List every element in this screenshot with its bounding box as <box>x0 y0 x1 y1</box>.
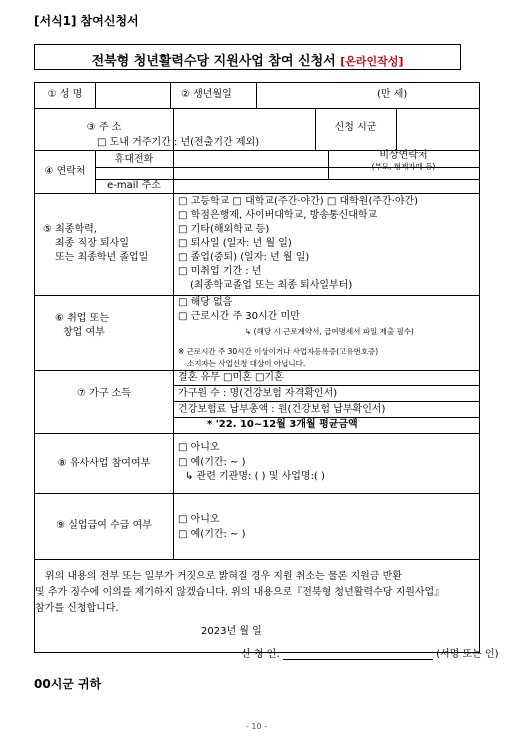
unemployment-benefit-label: ⑨ 실업급여 수급 여부 <box>56 520 152 531</box>
form-title-text: 전북형 청년활력수당 지원사업 참여 신청서 <box>91 54 336 69</box>
addressee: 00시군 귀하 <box>34 677 102 691</box>
employment-label-line: ⑥ 취업 또는 <box>55 313 109 324</box>
education-option[interactable]: □ 학점은행제, 사이버대학교, 방송통신대학교 <box>178 210 378 221</box>
similar-program-no[interactable]: □ 아니오 <box>178 442 220 453</box>
emergency-contact-note: (부모, 형제자매 등) <box>371 162 436 171</box>
page-number: - 10 - <box>245 722 268 731</box>
education-label-line: 또는 최종학년 졸업일 <box>55 252 149 263</box>
averaging-period-note: * '22. 10~12월 3개월 평균금액 <box>207 419 358 430</box>
declaration-line: 및 추가 징수에 이의를 제기하지 않겠습니다. 위의 내용으로『전북형 청년활력수당 지원사업』 <box>35 587 445 598</box>
online-tag: [온라인작성] <box>340 55 404 68</box>
marriage-status[interactable]: 결혼 유무 □미혼 □기혼 <box>178 372 284 383</box>
residence-period-field[interactable]: □ 도내 거주기간 : 년(전출기간 제외) <box>97 137 260 148</box>
unemployed-period-option[interactable]: □ 미취업 기간 : 년 <box>178 266 262 277</box>
contact-label: ④ 연락처 <box>44 166 86 177</box>
similar-program-label: ⑧ 유사사업 참여여부 <box>57 458 151 469</box>
application-date[interactable]: 2023년 월 일 <box>201 626 262 637</box>
signature-field[interactable] <box>283 649 433 660</box>
form-title <box>35 50 460 69</box>
employment-work-option[interactable]: □ 근로시간 주 30시간 미만 <box>178 311 300 322</box>
age-field[interactable]: (만 세) <box>377 89 408 100</box>
mobile-label: 휴대전화 <box>114 154 154 165</box>
title-box <box>34 44 461 70</box>
insurance-premium-field[interactable]: 건강보험료 납부총액 : 원(건강보험 납부확인서) <box>178 404 386 415</box>
education-option[interactable]: □ 기타(해외학교 등) <box>178 224 270 235</box>
similar-program-organization[interactable]: ↳ 관련 기관명: ( ) 및 사업명:( ) <box>185 471 325 482</box>
employment-document-note: ↳ (해당 시 근로계약서, 급여명세서 파일 제출 필수) <box>245 327 414 336</box>
declaration-line: 위의 내용의 전부 또는 일부가 거짓으로 밝혀질 경우 지원 취소는 물론 지원금 반환 <box>45 571 402 582</box>
city-label: 신청 시군 <box>334 122 377 133</box>
application-table <box>34 82 480 653</box>
employment-label-line: 창업 여부 <box>63 327 105 338</box>
email-label: e-mail 주소 <box>107 180 161 191</box>
emergency-contact-label: 비상연락처 <box>379 150 428 161</box>
resignation-date-option[interactable]: □ 퇴사일 (일자: 년 월 일) <box>178 238 292 249</box>
unemployment-benefit-no[interactable]: □ 아니오 <box>178 514 220 525</box>
form-label: [서식1] 참여신청서 <box>34 14 139 28</box>
name-label: ① 성 명 <box>47 89 83 100</box>
income-label: ⑦ 가구 소득 <box>77 388 131 399</box>
applicant-signature-row <box>241 645 499 660</box>
employment-warning: ※ 근로시간 주 30시간 이상이거나 사업자등록증(고유번호증) <box>178 347 379 356</box>
household-members-field[interactable]: 가구원 수 : 명(건강보험 자격확인서) <box>178 388 338 399</box>
similar-program-yes[interactable]: □ 예(기간: ~ ) <box>178 457 246 468</box>
education-label-line: 최종 직장 퇴사일 <box>55 238 129 249</box>
unemployed-period-note: (최종학교졸업 또는 최종 퇴사일부터) <box>190 280 353 291</box>
employment-warning: 소지자는 사업신청 대상이 아닙니다. <box>187 359 306 368</box>
applicant-label: 신 청 인: <box>241 649 280 660</box>
education-label-line: ⑤ 최종학력, <box>43 224 97 235</box>
unemployment-benefit-yes[interactable]: □ 예(기간: ~ ) <box>178 529 246 540</box>
employment-none-option[interactable]: □ 해당 없음 <box>178 297 233 308</box>
signature-note: (서명 또는 인) <box>436 649 499 660</box>
declaration-line: 참가를 신청합니다. <box>35 603 119 614</box>
birth-label: ② 생년월일 <box>181 89 232 100</box>
address-label: ③ 주 소 <box>86 122 122 133</box>
graduation-date-option[interactable]: □ 졸업(중퇴) (일자: 년 월 일) <box>178 252 310 263</box>
education-option[interactable]: □ 고등학교 □ 대학교(주간·야간) □ 대학원(주간·야간) <box>178 196 419 207</box>
